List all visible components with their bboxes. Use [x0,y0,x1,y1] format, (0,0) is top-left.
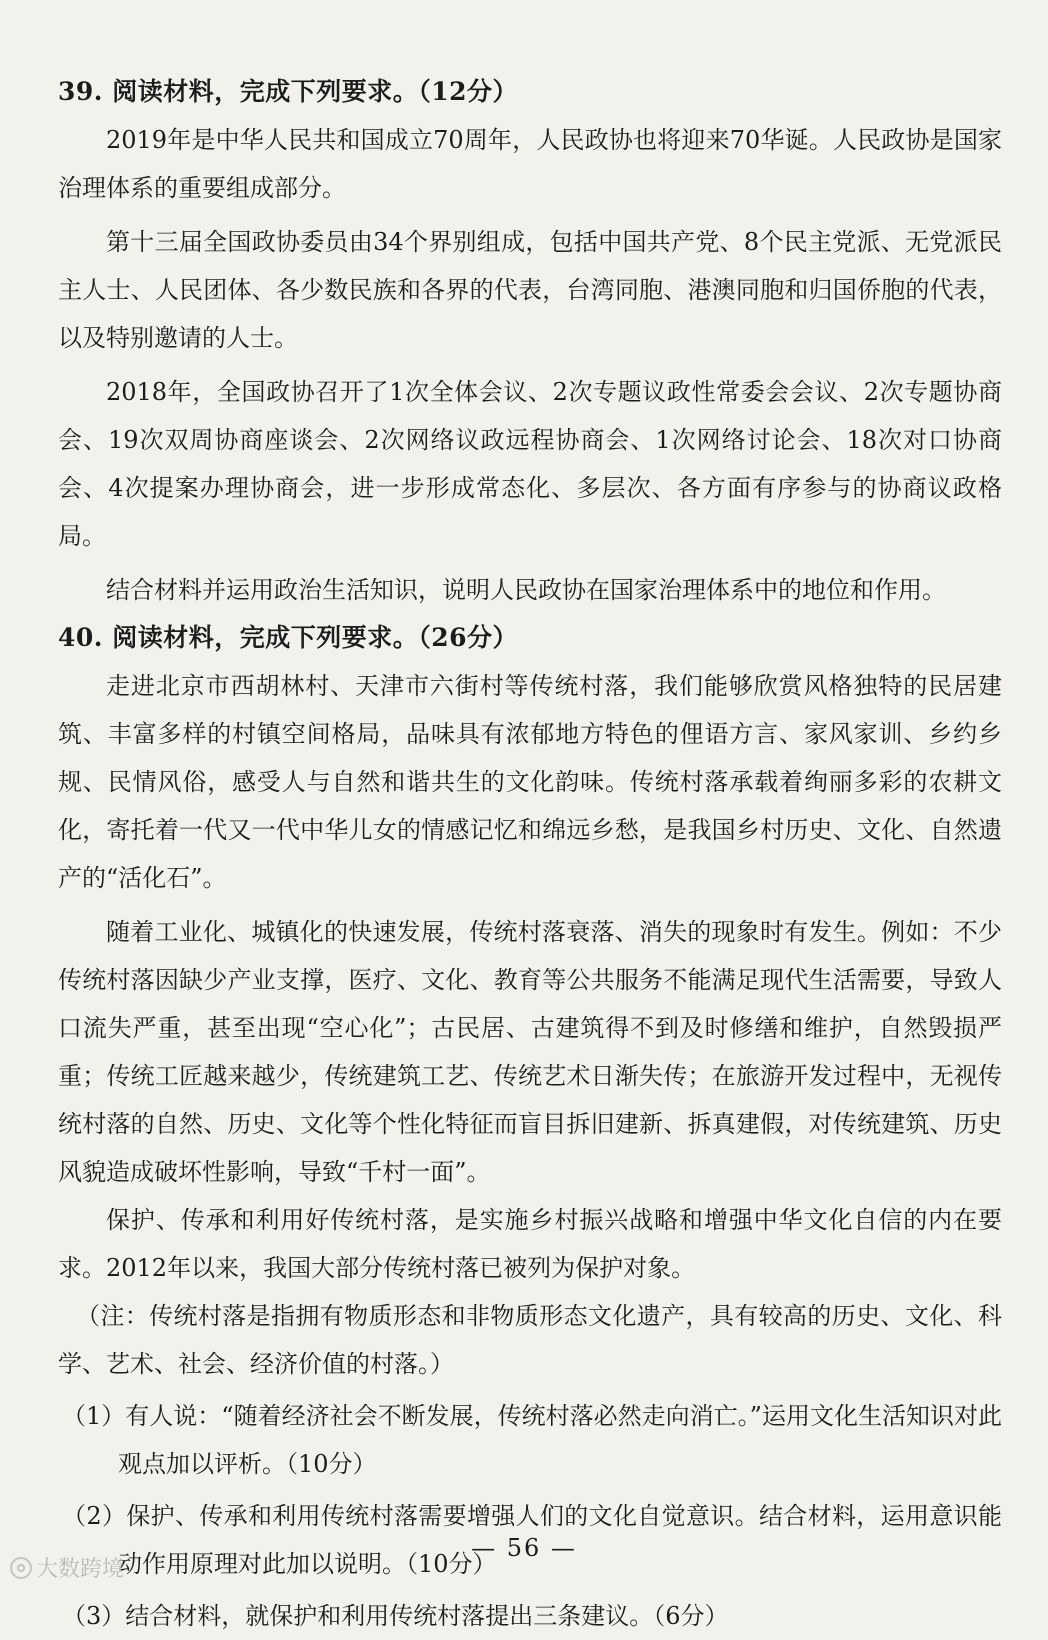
q40-note: （注：传统村落是指拥有物质形态和非物质形态文化遗产，具有较高的历史、文化、科学、艺术、社会、经济价值的村落。） [58,1302,1002,1378]
q40-paragraph-1: 走进北京市西胡林村、天津市六街村等传统村落，我们能够欣赏风格独特的民居建筑、丰富多样的村镇空间格局，品味具有浓郁地方特色的俚语方言、家风家训、乡约乡规、民情风俗，感受人与自然和谐共生的文化韵味。传统村落承载着绚丽多彩的农耕文化，寄托着一代又一代中华儿女的情感记忆和绵远乡愁，是我国乡村历史、文化、自然遗产的“活化石”。 [58,672,1002,892]
q40-paragraph-3: 保护、传承和利用好传统村落，是实施乡村振兴战略和增强中华文化自信的内在要求。2012年以来，我国大部分传统村落已被列为保护对象。 [58,1206,1002,1282]
question-40-heading: 40. 阅读材料，完成下列要求。（26分） [58,623,518,652]
q40-sub-question-3: （3）结合材料，就保护和利用传统村落提出三条建议。（6分） [62,1602,729,1630]
question-39-heading: 39. 阅读材料，完成下列要求。（12分） [58,77,518,106]
watermark-text: 大数跨境 [36,1556,125,1581]
q39-paragraph-2: 第十三届全国政协委员由34个界别组成，包括中国共产党、8个民主党派、无党派民主人士、人民团体、各少数民族和各界的代表，台湾同胞、港澳同胞和归国侨胞的代表，以及特别邀请的人士。 [58,228,1002,352]
page-number: — 56 — [471,1534,577,1562]
q39-paragraph-3: 2018年，全国政协召开了1次全体会议、2次专题议政性常委会会议、2次专题协商会、19次双周协商座谈会、2次网络议政远程协商会、1次网络讨论会、18次对口协商会、4次提案办理协商会，进一步形成常态化、多层次、各方面有序参与的协商议政格局。 [58,378,1002,550]
q40-paragraph-2: 随着工业化、城镇化的快速发展，传统村落衰落、消失的现象时有发生。例如：不少传统村落因缺少产业支撑，医疗、文化、教育等公共服务不能满足现代生活需要，导致人口流失严重，甚至出现“空心化”；古民居、古建筑得不到及时修缮和维护，自然毁损严重；传统工匠越来越少，传统建筑工艺、传统艺术日渐失传；在旅游开发过程中，无视传统村落的自然、历史、文化等个性化特征而盲目拆旧建新、拆真建假，对传统建筑、历史风貌造成破坏性影响，导致“千村一面”。 [58,918,1002,1186]
q39-paragraph-1: 2019年是中华人民共和国成立70周年，人民政协也将迎来70华诞。人民政协是国家治理体系的重要组成部分。 [58,126,1002,202]
q39-task: 结合材料并运用政治生活知识，说明人民政协在国家治理体系中的地位和作用。 [106,576,946,604]
watermark [10,1552,124,1583]
q40-sub-question-1: （1）有人说：“随着经济社会不断发展，传统村落必然走向消亡。”运用文化生活知识对此观点加以评析。（10分） [62,1402,1002,1478]
watermark-logo-icon [10,1557,32,1579]
q40-sub-question-2: （2）保护、传承和利用传统村落需要增强人们的文化自觉意识。结合材料，运用意识能动作用原理对此加以说明。（10分） [62,1502,1002,1578]
